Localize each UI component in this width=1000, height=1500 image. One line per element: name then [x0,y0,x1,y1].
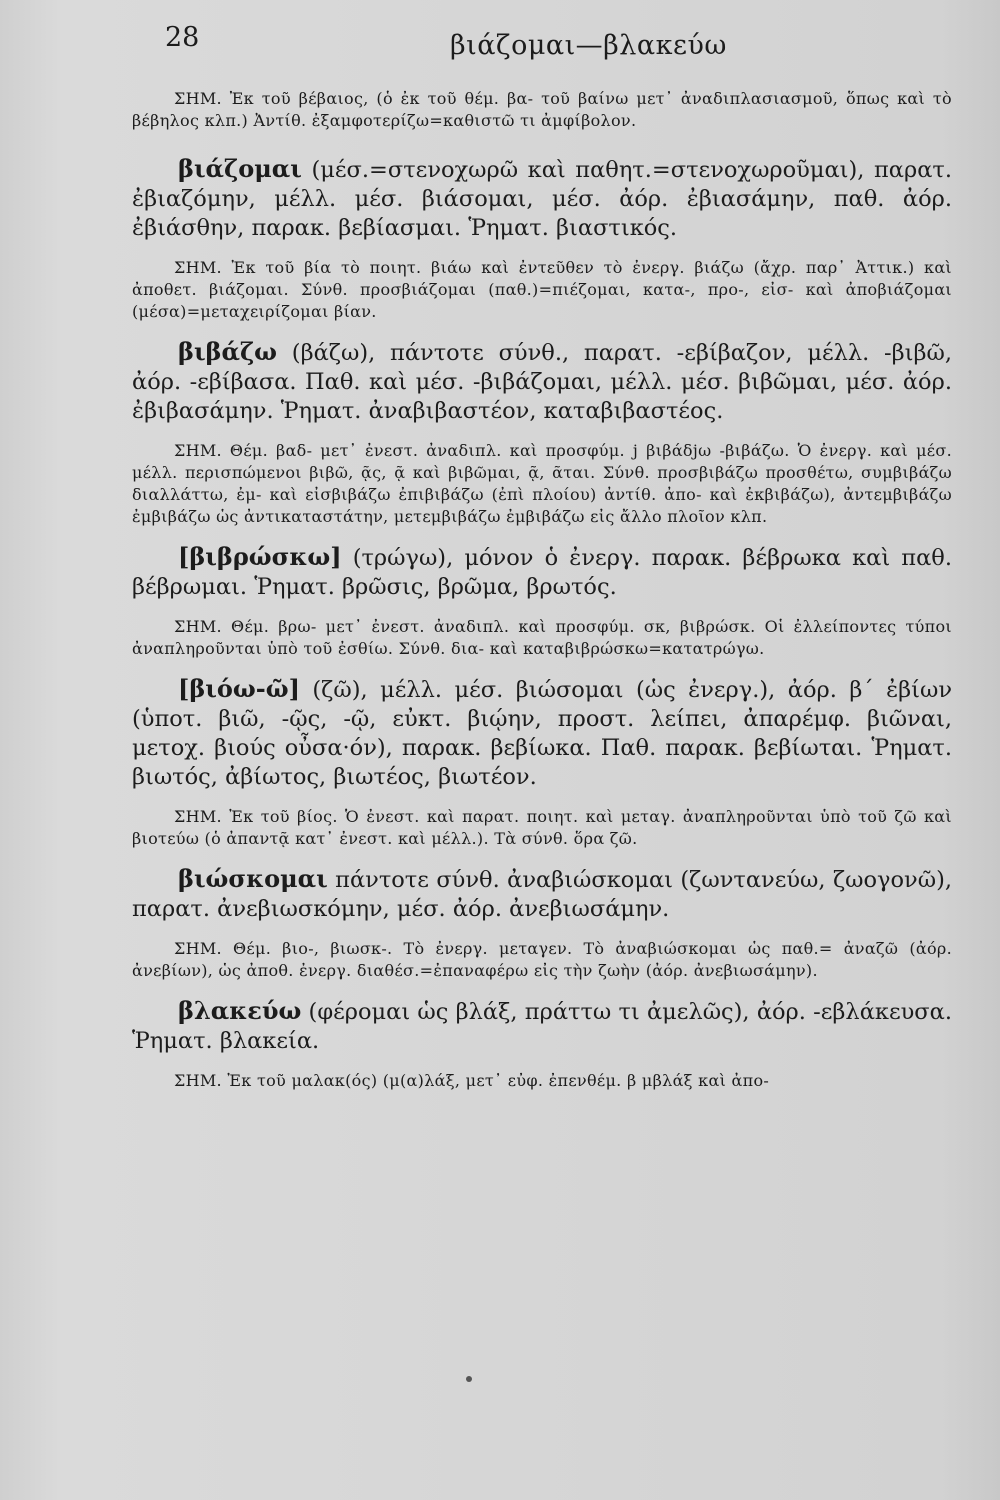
entry-text: (τρώγω), μόνον ὁ ἐνεργ. παρακ. βέβρωκα καὶ παθ. βέβρωμαι. Ῥηματ. βρῶσις, βρῶμα, βρωτός. [132,545,952,600]
entry-bioo [132,674,952,792]
note-biazomai [132,257,952,323]
note-bibazo [132,440,952,528]
entry-text: (μέσ.=στενοχωρῶ καὶ παθητ.=στενοχωροῦμαι), παρατ. ἐβιαζόμην, μέλλ. μέσ. βιάσομαι, μέσ. ἀόρ. ἐβιασάμην, παθ. ἀόρ. ἐβιάσθην, παρακ. βεβίασμαι. Ῥηματ. βιαστικός. [132,157,952,241]
note-bioo [132,806,952,850]
note-text: ΣΗΜ. Ἐκ τοῦ μαλακ(ός) (μ(α)λάξ, μετ᾽ εὐφ. ἐπενθέμ. β μβλάξ καὶ ἀπο- [174,1071,770,1090]
entry-text: (ζῶ), μέλλ. μέσ. βιώσομαι (ὡς ἐνεργ.), ἀόρ. β´ ἐβίων (ὑποτ. βιῶ, -ῷς, -ῷ, εὐκτ. βιῴην, προστ. λείπει, ἀπαρέμφ. βιῶναι, μετοχ. βιούς οὖσα·όν), παρακ. βεβίωκα. Παθ. παρακ. βεβίωται. Ῥηματ. βιωτός, ἀβίωτος, βιωτέος, βιωτέον. [132,677,952,790]
entry-bibazo [132,337,952,426]
note-bioskomai [132,938,952,982]
entry-text: (φέρομαι ὡς βλάξ, πράττω τι ἀμελῶς), ἀόρ. -εβλάκευσα. Ῥηματ. βλακεία. [132,999,952,1054]
ink-dot [466,1376,472,1382]
entry-bioskomai [132,864,952,924]
note-text: ΣΗΜ. Ἐκ τοῦ βίος. Ὁ ἐνεστ. καὶ παρατ. ποιητ. καὶ μεταγ. ἀναπληροῦνται ὑπὸ τοῦ ζῶ καὶ βιοτεύω (ὁ ἀπαντᾷ κατ᾽ ἐνεστ. καὶ μέλλ.). Τὰ σύνθ. ὅρα ζῶ. [132,807,952,848]
page-body [132,88,952,1106]
note-text: ΣΗΜ. Θέμ. βιο-, βιωσκ-. Τὸ ἐνεργ. μεταγεν. Τὸ ἀναβιώσκομαι ὡς παθ.= ἀναζῶ (ἀόρ. ἀνεβίων), ὡς ἀποθ. ἐνεργ. διαθέσ.=ἐπαναφέρω εἰς τὴν ζωὴν (ἀόρ. ἀνεβιωσάμην). [132,939,952,980]
note-text: ΣΗΜ. Θέμ. βαδ- μετ᾽ ἐνεστ. ἀναδιπλ. καὶ προσφύμ. j βιβάδjω -βιβάζω. Ὁ ἐνεργ. καὶ μέσ. μέλλ. περισπώμενοι βιβῶ, ᾷς, ᾷ καὶ βιβῶμαι, ᾷ, ᾶται. Σύνθ. προσβιβάζω προσθέτω, συμβιβάζω διαλλάττω, ἐμ- καὶ εἰσβιβάζω ἐπιβιβάζω (ἐπὶ πλοίου) ἀντίθ. ἀπο- καὶ ἐκβιβάζω), ἀντεμβιβάζω ἐμβιβάζω ὡς ἀντικαταστάτην, μετεμβιβάζω ἐμβιβάζω εἰς ἄλλο πλοῖον κλπ. [132,441,952,526]
page-number: 28 [165,22,200,53]
running-head: βιάζομαι—βλακεύω [450,30,727,61]
note-text: ΣΗΜ. Ἐκ τοῦ βέβαιος, (ὁ ἐκ τοῦ θέμ. βα- τοῦ βαίνω μετ᾽ ἀναδιπλασιασμοῦ, ὅπως καὶ τὸ βέβηλος κλπ.) Ἀντίθ. ἐξαμφοτερίζω=καθιστῶ τι ἀμφίβολον. [132,89,952,130]
entry-text: (βάζω), πάντοτε σύνθ., παρατ. -εβίβαζον, μέλλ. -βιβῶ, ἀόρ. -εβίβασα. Παθ. καὶ μέσ. -βιβάζομαι, μέλλ. μέσ. βιβῶμαι, μέσ. ἀόρ. ἐβιβασάμην. Ῥηματ. ἀναβιβαστέον, καταβιβαστέος. [132,340,952,424]
entry-biazomai [132,154,952,243]
note-blakeuo [132,1070,952,1092]
headword: βιώσκομαι [178,864,328,893]
note-text: ΣΗΜ. Ἐκ τοῦ βία τὸ ποιητ. βιάω καὶ ἐντεῦθεν τὸ ἐνεργ. βιάζω (ἄχρ. παρ᾽ Ἀττικ.) καὶ ἀποθετ. βιάζομαι. Σύνθ. προσβιάζομαι (παθ.)=πιέζομαι, κατα-, προ-, εἰσ- καὶ ἀποβιάζομαι (μέσα)=μεταχειρίζομαι βίαν. [132,258,952,321]
entry-bibrosko [132,542,952,602]
entry-blakeuo [132,996,952,1056]
entry-text: πάντοτε σύνθ. ἀναβιώσκομαι (ζωντανεύω, ζωογονῶ), παρατ. ἀνεβιωσκόμην, μέσ. ἀόρ. ἀνεβιωσάμην. [132,867,952,922]
note-bebaios [132,88,952,132]
headword: βιβάζω [178,337,278,366]
headword: [βιόω-ῶ] [178,674,300,703]
headword: [βιβρώσκω] [178,542,342,571]
note-bibrosko [132,616,952,660]
note-text: ΣΗΜ. Θέμ. βρω- μετ᾽ ἐνεστ. ἀναδιπλ. καὶ προσφύμ. σκ, βιβρώσκ. Οἱ ἐλλείποντες τύποι ἀναπληροῦνται ὑπὸ τοῦ ἐσθίω. Σύνθ. δια- καὶ καταβιβρώσκω=κατατρώγω. [132,617,952,658]
headword: βιάζομαι [178,154,302,183]
headword: βλακεύω [178,996,302,1025]
